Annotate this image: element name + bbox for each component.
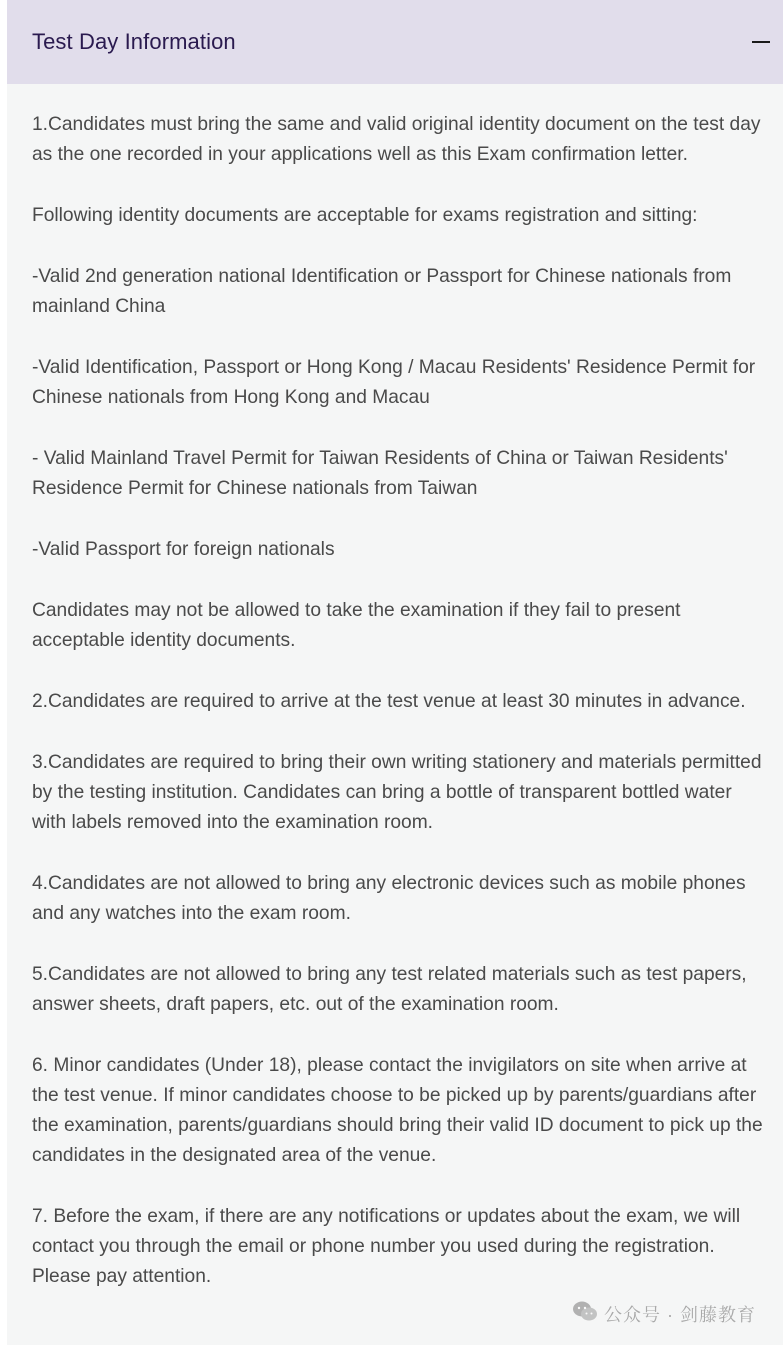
paragraph-doc-hk-macau: -Valid Identification, Passport or Hong Kong / Macau Residents' Residence Permit for Chinese nationals from Hong Kong and Macau: [32, 357, 756, 408]
paragraph-id-warning: Candidates may not be allowed to take the examination if they fail to present acceptable identity documents.: [32, 600, 681, 651]
minus-icon[interactable]: [751, 32, 771, 52]
paragraph-acceptable-docs-intro: Following identity documents are acceptable for exams registration and sitting:: [32, 205, 698, 226]
test-day-info-panel: [7, 0, 783, 1345]
panel-body: [7, 84, 783, 1312]
paragraph-doc-taiwan: - Valid Mainland Travel Permit for Taiwan Residents of China or Taiwan Residents' Residence Permit for Chinese nationals from Taiwan: [32, 448, 728, 499]
panel-header[interactable]: [7, 0, 783, 84]
paragraph-doc-foreign: -Valid Passport for foreign nationals: [32, 539, 335, 560]
paragraph-id-requirement: 1.Candidates must bring the same and valid original identity document on the test day as the one recorded in your applications well as this Exam confirmation letter.: [32, 114, 761, 165]
paragraph-electronics: 4.Candidates are not allowed to bring any electronic devices such as mobile phones and any watches into the exam room.: [32, 873, 746, 924]
paragraph-materials: 5.Candidates are not allowed to bring any test related materials such as test papers, answer sheets, draft papers, etc. out of the examination room.: [32, 964, 747, 1015]
paragraph-stationery: 3.Candidates are required to bring their own writing stationery and materials permitted by the testing institution. Candidates can bring a bottle of transparent bottled water with labels removed into the examination room.: [32, 752, 762, 833]
watermark-text: 公众号 · 剑藤教育: [604, 1304, 756, 1325]
paragraph-arrival: 2.Candidates are required to arrive at the test venue at least 30 minutes in advance.: [32, 691, 746, 712]
panel-title: Test Day Information: [32, 29, 236, 54]
paragraph-minors: 6. Minor candidates (Under 18), please contact the invigilators on site when arrive at the test venue. If minor candidates choose to be picked up by parents/guardians after the examination, parents/guardians should bring their valid ID document to pick up the candidates in the designated area of the venue.: [32, 1055, 763, 1166]
paragraph-notifications: 7. Before the exam, if there are any notifications or updates about the exam, we will contact you through the email or phone number you used during the registration. Please pay attention.: [32, 1206, 741, 1287]
paragraph-doc-mainland: -Valid 2nd generation national Identification or Passport for Chinese nationals from mainland China: [32, 266, 732, 317]
